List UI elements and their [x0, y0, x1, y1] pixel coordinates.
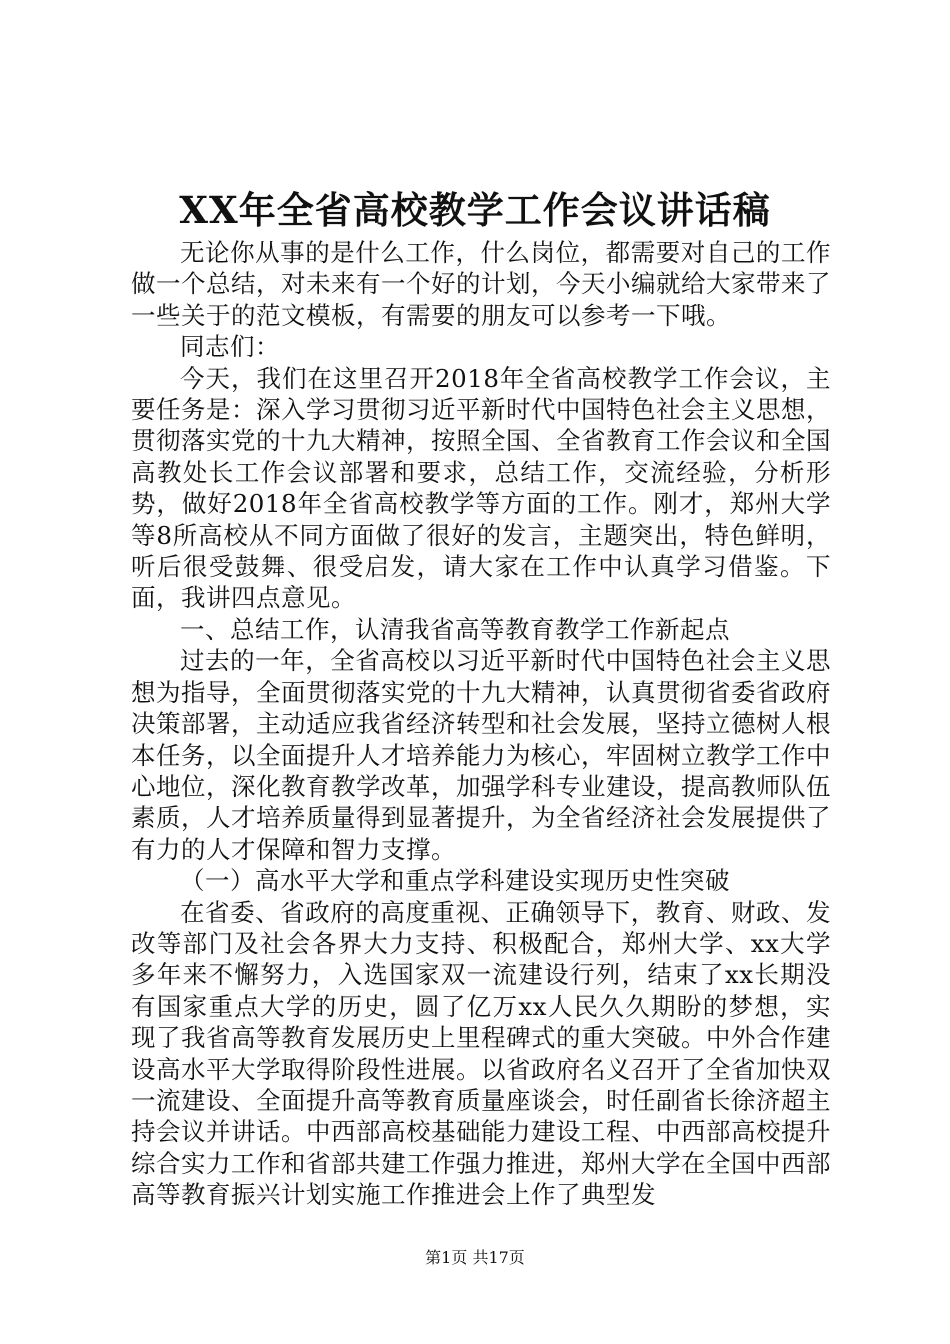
intro-paragraph: 无论你从事的是什么工作，什么岗位，都需要对自己的工作做一个总结，对未来有一个好的计划，今天小编就给大家带来了一些关于的范文模板，有需要的朋友可以参考一下哦。 [131, 238, 831, 330]
opening-paragraph: 今天，我们在这里召开2018年全省高校教学工作会议，主要任务是：深入学习贯彻习近平新时代中国特色社会主义思想，贯彻落实党的十九大精神，按照全国、全省教育工作会议和全国高教处长工作会议部署和要求，总结工作，交流经验，分析形势，做好2018年全省高校教学等方面的工作。刚才，郑州大学等8所高校从不同方面做了很好的发言，主题突出，特色鲜明，听后很受鼓舞、很受启发，请大家在工作中认真学习借鉴。下面，我讲四点意见。 [131, 363, 831, 613]
document-body [131, 237, 831, 1211]
subsection-heading-1: （一）高水平大学和重点学科建设实现历史性突破 [180, 866, 730, 896]
summary-paragraph: 过去的一年，全省高校以习近平新时代中国特色社会主义思想为指导，全面贯彻落实党的十九大精神，认真贯彻省委省政府决策部署，主动适应我省经济转型和社会发展，坚持立德树人根本任务，以全面提升人才培养能力为核心，牢固树立教学工作中心地位，深化教育教学改革，加强学科专业建设，提高教师队伍素质，人才培养质量得到显著提升，为全省经济社会发展提供了有力的人才保障和智力支撑。 [131, 646, 831, 864]
document-title: XX年全省高校教学工作会议讲话稿 [179, 188, 771, 232]
salutation: 同志们： [180, 332, 280, 362]
section-heading-1: 一、总结工作，认清我省高等教育教学工作新起点 [180, 614, 730, 644]
subsection-paragraph-1: 在省委、省政府的高度重视、正确领导下，教育、财政、发改等部门及社会各界大力支持、积极配合，郑州大学、xx大学多年来不懈努力，入选国家双一流建设行列，结束了xx长期没有国家重点大学的历史，圆了亿万xx人民久久期盼的梦想，实现了我省高等教育发展历史上里程碑式的重大突破。中外合作建设高水平大学取得阶段性进展。以省政府名义召开了全省加快双一流建设、全面提升高等教育质量座谈会，时任副省长徐济超主持会议并讲话。中西部高校基础能力建设工程、中西部高校提升综合实力工作和省部共建工作强力推进，郑州大学在全国中西部高等教育振兴计划实施工作推进会上作了典型发 [131, 897, 831, 1210]
page-footer: 第1页 共17页 [425, 1248, 525, 1267]
